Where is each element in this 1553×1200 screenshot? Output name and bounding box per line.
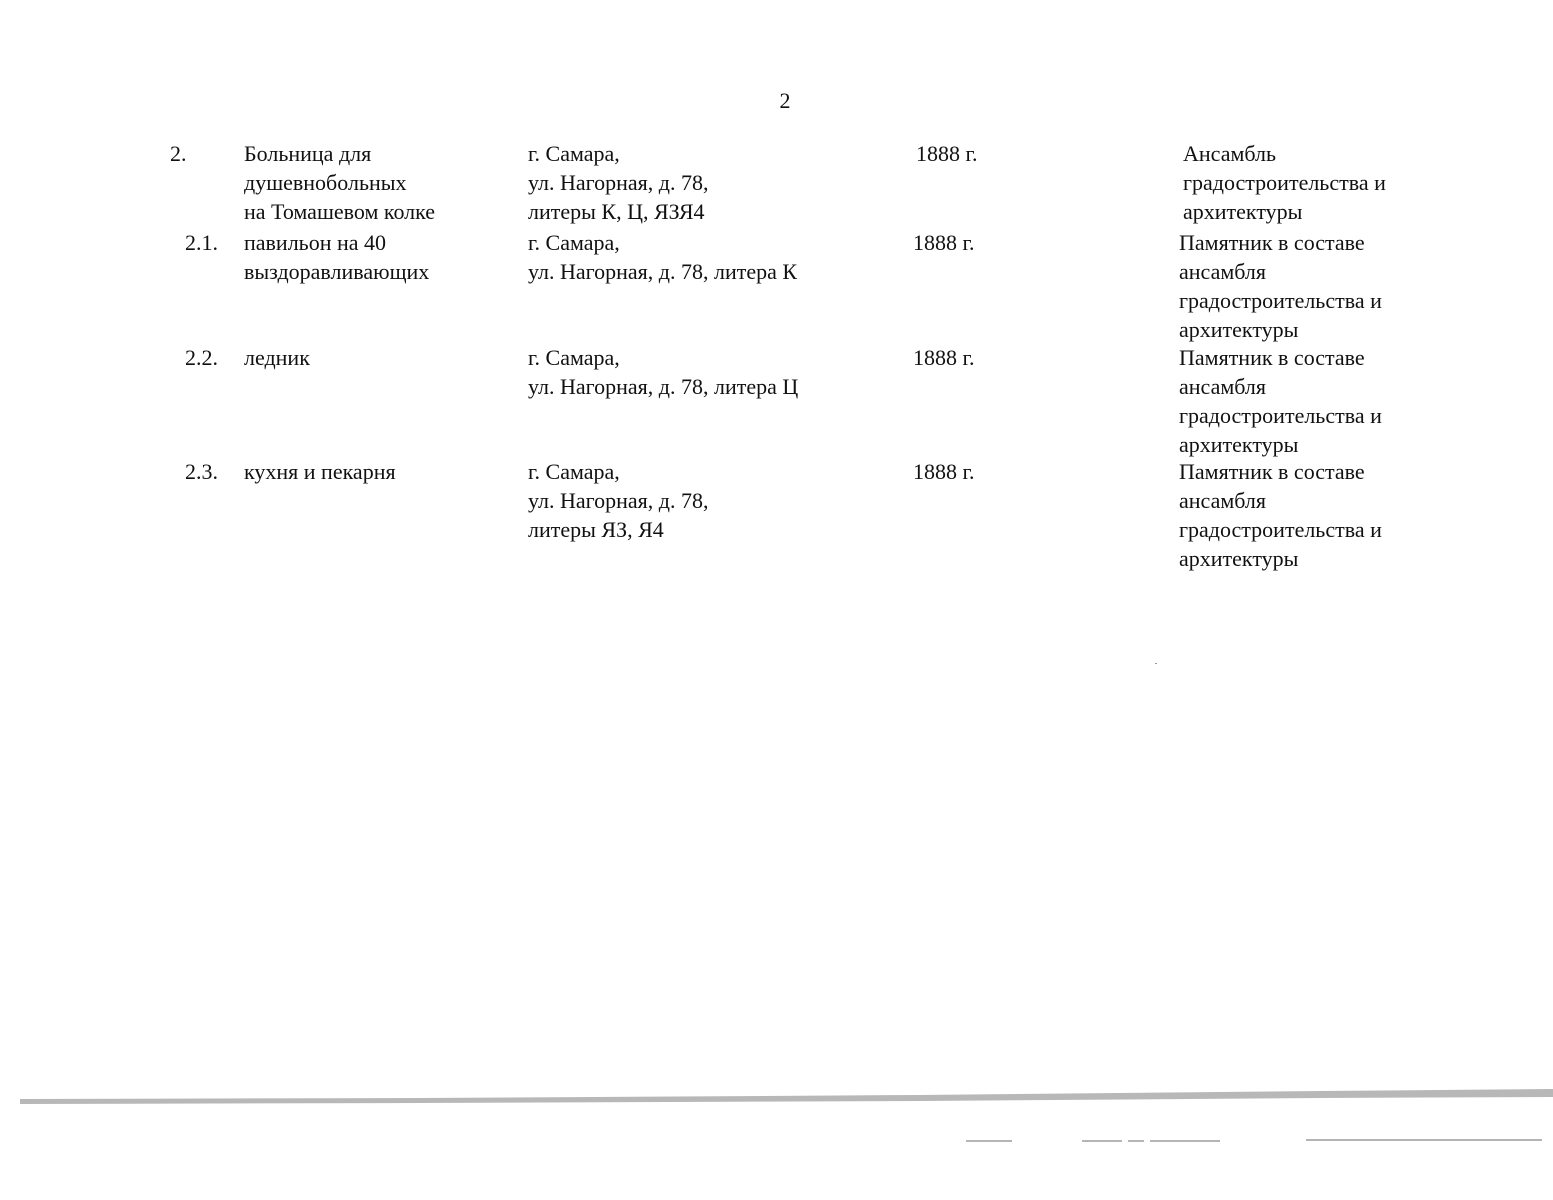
row-number: 2. [170,141,187,166]
scan-speck [1155,663,1157,664]
category-line: архитектуры [1179,317,1299,342]
object-address [528,228,797,286]
object-category [1179,228,1382,344]
row-number: 2.1. [185,230,218,255]
category-line: архитектуры [1183,199,1303,224]
category-line: Памятник в составе [1179,459,1365,484]
scan-dash [1128,1140,1144,1142]
address-line: ул. Нагорная, д. 78, [528,488,709,513]
category-line: ансамбля [1179,259,1267,284]
object-name-line: выздоравливающих [244,259,430,284]
category-line: Ансамбль [1183,141,1277,166]
category-line: градостроительства и [1179,517,1382,542]
object-category [1179,343,1382,459]
row-number: 2.3. [185,459,218,484]
address-line: г. Самара, [528,345,620,370]
object-category [1179,457,1382,573]
object-name-line: кухня и пекарня [244,459,396,484]
category-line: архитектуры [1179,432,1299,457]
scan-dash [1150,1140,1220,1142]
category-line: Памятник в составе [1179,230,1365,255]
category-line: градостроительства и [1183,170,1386,195]
scan-dash [966,1140,1012,1142]
object-category [1183,139,1386,226]
object-name-line: Больница для [244,141,372,166]
object-name [244,228,429,286]
object-name [244,457,396,486]
scan-edge-bar [20,1089,1553,1105]
object-name-line: на Томашевом колке [244,199,436,224]
category-line: архитектуры [1179,546,1299,571]
object-year: 1888 г. [916,141,978,166]
address-line: литеры К, Ц, ЯЗЯ4 [528,199,705,224]
row-number: 2.2. [185,345,218,370]
object-year: 1888 г. [913,345,975,370]
object-year: 1888 г. [913,459,975,484]
object-name [244,343,310,372]
category-line: градостроительства и [1179,288,1382,313]
scan-edge-shape [20,1089,1553,1105]
address-line: литеры ЯЗ, Я4 [528,517,664,542]
category-line: градостроительства и [1179,403,1382,428]
category-line: ансамбля [1179,488,1267,513]
address-line: г. Самара, [528,141,620,166]
address-line: г. Самара, [528,230,620,255]
object-name-line: ледник [244,345,310,370]
object-name-line: душевнобольных [244,170,407,195]
address-line: ул. Нагорная, д. 78, литера Ц [528,374,799,399]
address-line: ул. Нагорная, д. 78, литера К [528,259,798,284]
scan-dash [1082,1140,1122,1142]
category-line: ансамбля [1179,374,1267,399]
object-year: 1888 г. [913,230,975,255]
object-address [528,343,798,401]
object-name [244,139,435,226]
category-line: Памятник в составе [1179,345,1365,370]
page-number: 2 [779,88,791,113]
object-address [528,457,709,544]
scan-dash [1306,1139,1542,1141]
scan-edge-band [20,1089,1553,1104]
object-name-line: павильон на 40 [244,230,387,255]
address-line: ул. Нагорная, д. 78, [528,170,709,195]
address-line: г. Самара, [528,459,620,484]
object-address [528,139,709,226]
